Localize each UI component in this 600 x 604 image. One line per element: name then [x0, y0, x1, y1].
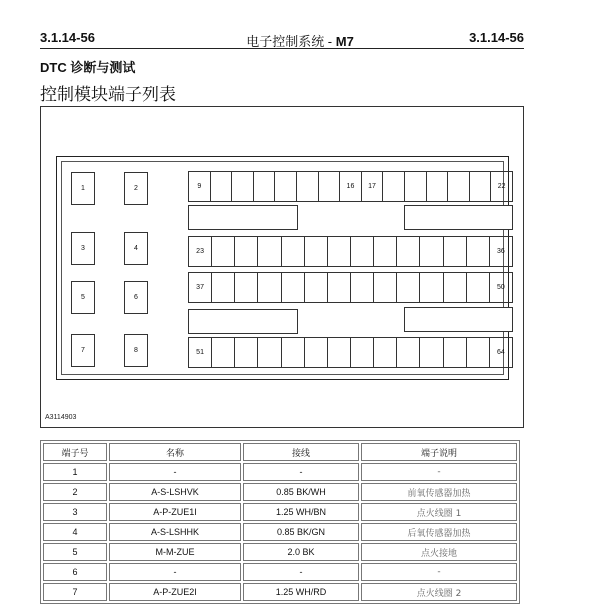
pin-cell: [374, 237, 397, 266]
pin-8: 8: [124, 334, 148, 367]
table-header-row: [43, 443, 517, 461]
table-row: [43, 503, 517, 521]
pin-cell: [305, 273, 328, 302]
pin-cell: [235, 237, 258, 266]
pin-cell: [374, 338, 397, 367]
cell-description: -: [361, 463, 517, 481]
pin-cell: 37: [189, 273, 212, 302]
pin-cell: [420, 273, 443, 302]
col-header-wire: 接线: [243, 443, 359, 461]
pin-cell: 50: [497, 284, 505, 291]
pin-cell: [328, 273, 351, 302]
cell-pin: 5: [43, 543, 107, 561]
pin-cell: [383, 172, 405, 201]
pin-cell: [232, 172, 254, 201]
pin-3: 3: [71, 232, 95, 265]
pin-cell: 51: [189, 338, 212, 367]
pin-cell: 17: [362, 172, 384, 201]
pin-cell: [258, 237, 281, 266]
pin-row-23-36: [188, 236, 513, 267]
pin-cell: 16: [340, 172, 362, 201]
pin-row-51-64: [188, 337, 513, 368]
latch-left-lower: [188, 309, 298, 334]
table-row: [43, 483, 517, 501]
pin-7: 7: [71, 334, 95, 367]
cell-name: A-S-LSHHK: [109, 523, 241, 541]
pin-cell: [211, 172, 233, 201]
cell-wire: 1.25 WH/RD: [243, 583, 359, 601]
cell-description: -: [361, 563, 517, 581]
latch-right-upper: [404, 205, 513, 230]
running-header-model: M7: [335, 34, 354, 49]
cell-wire: 2.0 BK: [243, 543, 359, 561]
pin-cell: 22: [497, 183, 506, 190]
cell-pin: 6: [43, 563, 107, 581]
col-header-name: 名称: [109, 443, 241, 461]
latch-right-lower: [404, 307, 513, 332]
cell-name: A-P-ZUE1I: [109, 503, 241, 521]
pin-row-37-50: [188, 272, 513, 303]
table-row: [43, 583, 517, 601]
pin-cell: [397, 237, 420, 266]
pin-4: 4: [124, 232, 148, 265]
cell-wire: -: [243, 563, 359, 581]
pin-cell: [258, 273, 281, 302]
pin-1: 1: [71, 172, 95, 205]
pin-cell: [467, 338, 490, 367]
pin-cell: [305, 338, 328, 367]
cell-wire: 0.85 BK/WH: [243, 483, 359, 501]
page-number-left: 3.1.14-56: [40, 30, 95, 45]
pin-2: 2: [124, 172, 148, 205]
pin-cell: [420, 237, 443, 266]
cell-description: 前氧传感器加热: [361, 483, 517, 501]
pin-cell: [275, 172, 297, 201]
pin-cell: [282, 338, 305, 367]
cell-description: 点火线圈 2: [361, 583, 517, 601]
pin-cell: [467, 273, 490, 302]
pin-cell: 36: [497, 248, 505, 255]
table-row: [43, 463, 517, 481]
pin-cell: [254, 172, 276, 201]
cell-wire: -: [243, 463, 359, 481]
pin-cell: [351, 273, 374, 302]
pin-cell: [297, 172, 319, 201]
col-header-description: 端子说明: [361, 443, 517, 461]
cell-pin: 2: [43, 483, 107, 501]
pin-cell: [282, 273, 305, 302]
table-row: [43, 563, 517, 581]
table-row: [43, 543, 517, 561]
cell-pin: 3: [43, 503, 107, 521]
pin-cell: 9: [189, 172, 211, 201]
pin-cell: [235, 338, 258, 367]
cell-description: 点火线圈 1: [361, 503, 517, 521]
pin-cell: [305, 237, 328, 266]
connector-figure: [40, 106, 524, 428]
pin-cell: [328, 338, 351, 367]
cell-name: -: [109, 563, 241, 581]
connector-outline: [56, 156, 509, 380]
pin-cell: [235, 273, 258, 302]
cell-wire: 0.85 BK/GN: [243, 523, 359, 541]
cell-pin: 1: [43, 463, 107, 481]
page-number-right: 3.1.14-56: [469, 30, 524, 45]
pin-cell: [427, 172, 449, 201]
figure-code: A3114903: [45, 414, 77, 421]
pin-cell: [351, 237, 374, 266]
table-row: [43, 523, 517, 541]
pin-cell: [405, 172, 427, 201]
pin-6: 6: [124, 281, 148, 314]
pin-cell: [328, 237, 351, 266]
col-header-pin: 端子号: [43, 443, 107, 461]
pin-cell: 64: [497, 349, 505, 356]
latch-left-upper: [188, 205, 298, 230]
pin-row-9-22: [188, 171, 513, 202]
pin-cell: [258, 338, 281, 367]
running-header-prefix: 电子控制系统 -: [246, 34, 336, 49]
pin-cell: [212, 338, 235, 367]
pin-cell: [397, 273, 420, 302]
pin-cell: [374, 273, 397, 302]
pin-cell: [470, 172, 492, 201]
cell-description: 后氧传感器加热: [361, 523, 517, 541]
pin-cell: [351, 338, 374, 367]
pin-cell: [444, 237, 467, 266]
pin-5: 5: [71, 281, 95, 314]
section-title: DTC 诊断与测试: [40, 60, 136, 75]
pin-cell: [467, 237, 490, 266]
cell-name: A-P-ZUE2I: [109, 583, 241, 601]
cell-pin: 7: [43, 583, 107, 601]
cell-description: 点火接地: [361, 543, 517, 561]
pin-list-table: [40, 440, 520, 604]
pin-cell: [444, 338, 467, 367]
pin-cell: [212, 273, 235, 302]
page-title: 控制模块端子列表: [40, 85, 176, 105]
pin-cell: [282, 237, 305, 266]
pin-cell: [319, 172, 341, 201]
pin-cell: 23: [189, 237, 212, 266]
pin-cell: [212, 237, 235, 266]
cell-pin: 4: [43, 523, 107, 541]
cell-name: A-S-LSHVK: [109, 483, 241, 501]
pin-cell: [397, 338, 420, 367]
pin-cell: [448, 172, 470, 201]
cell-wire: 1.25 WH/BN: [243, 503, 359, 521]
cell-name: M-M-ZUE: [109, 543, 241, 561]
header-rule: [40, 48, 524, 49]
pin-cell: [420, 338, 443, 367]
cell-name: -: [109, 463, 241, 481]
pin-cell: [444, 273, 467, 302]
